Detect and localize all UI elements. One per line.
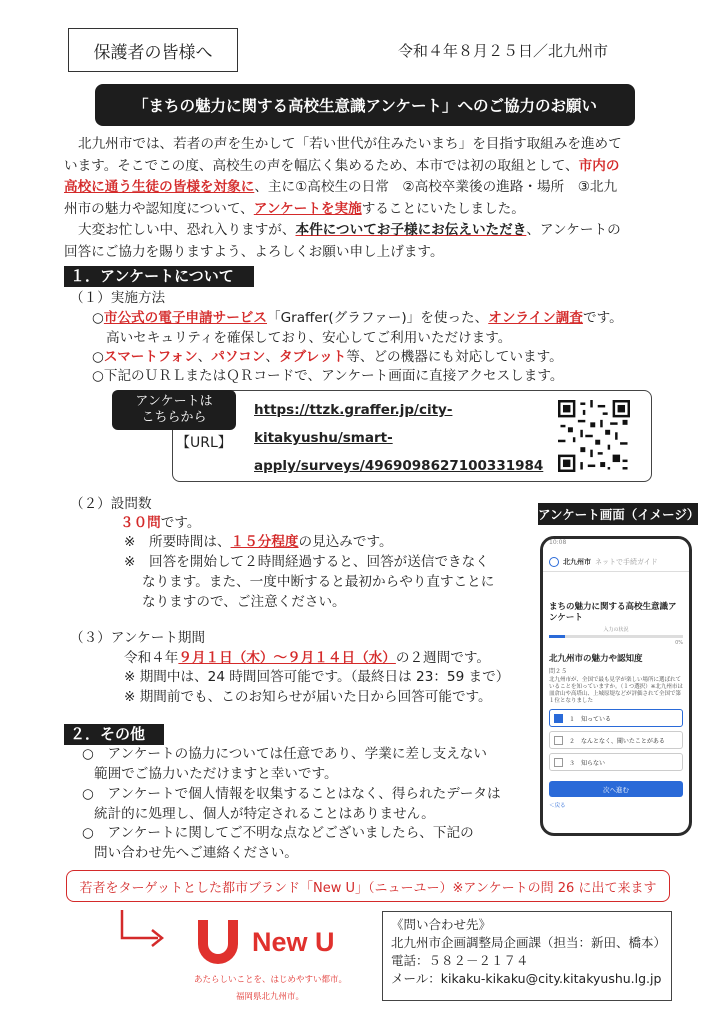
phone-progress-fill <box>549 635 565 638</box>
intro-text: することにいたしました。 <box>361 200 525 217</box>
question-count <box>120 513 200 534</box>
brand-banner-text: 若者をターゲットとした都市ブランド「New U」（ニューユー）※アンケートの問 26 に出て来ます <box>79 880 657 896</box>
sep: 、 <box>265 349 279 365</box>
other-item-1: 範囲でご協力いただけますと幸いです。 <box>94 766 338 782</box>
phone-app-sub: ネットで手続ガイド <box>595 558 658 566</box>
intro-text: います。そこでこの度、高校生の声を幅広く集めるため、本市では初の取組として、 <box>64 157 579 174</box>
option-label: ２ なんとなく、聞いたことがある <box>569 737 665 745</box>
bullet: ○ <box>92 310 104 326</box>
phone-progress-label: 入力の状況 <box>603 627 629 633</box>
method-text: 「Graffer(グラファー)」を使った、 <box>267 310 489 326</box>
intro-line: 回答にご協力を賜りますよう、よろしくお願い申し上げます。 <box>64 243 444 260</box>
phone-question-number: 問２５ <box>549 668 568 675</box>
checkbox-icon <box>554 736 563 745</box>
phone-app-name: 北九州市 <box>563 558 591 566</box>
intro-line: 北九州市では、若者の声を生かして「若い世代が住みたいまち」を目指す取組みを進めて <box>78 136 622 152</box>
method-highlight: 市公式の電子申請サービス <box>103 310 267 326</box>
note-text: の見込みです。 <box>298 534 393 550</box>
sep: 、 <box>197 349 212 365</box>
phone-option-1[interactable] <box>549 709 683 727</box>
intro-bold: 本件についてお子様にお伝えいただき <box>295 222 527 238</box>
method-heading: （１）実施方法 <box>70 290 166 306</box>
phone-app-header <box>543 553 689 572</box>
duration-value: １５分程度 <box>230 534 299 550</box>
url-tag <box>112 390 236 430</box>
survey-url-link[interactable]: apply/surveys/4969098627100331984 <box>254 458 544 474</box>
city-emblem-icon <box>549 557 559 567</box>
count-heading: （２）設問数 <box>70 496 152 512</box>
brand-tagline: あたらしいことを、はじめやすい都市。 <box>194 975 348 985</box>
other-item-3: ○ アンケートに関してご不明な点などございましたら、下記の <box>82 825 474 841</box>
arrow-right-icon <box>118 908 174 952</box>
contact-phone: 電話：５８２－２１７４ <box>391 953 529 968</box>
recipient-box <box>68 28 238 72</box>
phone-caption: アンケート画面（イメージ） <box>538 503 698 525</box>
intro-text: 、主に①高校生の日常 ②高校卒業後の進路・場所 ③北九 <box>254 179 618 195</box>
page-title <box>95 84 635 126</box>
device-pc: パソコン <box>211 349 266 365</box>
timeout-note: なりますので、ご注意ください。 <box>142 594 346 610</box>
url-label: 【URL】 <box>176 435 232 451</box>
qr-code-icon[interactable] <box>558 400 630 472</box>
other-item-2: ○ アンケートで個人情報を収集することはなく、得られたデータは <box>82 786 501 802</box>
method-item-1 <box>92 308 672 329</box>
period-note: ※ 期間中は、24 時間回答可能です。（最終日は 23：59 まで） <box>124 669 510 685</box>
period-text: の２週間です。 <box>395 650 490 666</box>
bullet: ○ <box>92 349 104 365</box>
survey-url-link[interactable]: https://ttzk.graffer.jp/city- <box>254 402 453 418</box>
contact-email[interactable]: メール：kikaku-kikaku@city.kitakyushu.lg.jp <box>391 971 662 986</box>
method-text: です。 <box>582 310 623 326</box>
brand-banner <box>66 870 670 902</box>
method-item-1-detail: 高いセキュリティを確保しており、安心してご利用いただけます。 <box>106 330 512 346</box>
period-text: 令和４年 <box>124 650 179 666</box>
contact-box <box>382 911 672 1001</box>
intro-line <box>64 156 664 178</box>
phone-status-bar: 10:08 <box>543 539 689 553</box>
method-highlight: オンライン調査 <box>488 310 583 326</box>
intro-text: 州市の魅力や認知度について、 <box>64 200 254 217</box>
timeout-note: ※ 回答を開始して２時間経過すると、回答が送信できなく <box>124 554 489 570</box>
option-label: ３ 知らない <box>569 759 606 767</box>
survey-url-link[interactable]: kitakyushu/smart- <box>254 430 393 446</box>
survey-period <box>124 648 490 669</box>
section1-heading: １．アンケートについて <box>64 266 254 287</box>
method-item-2 <box>92 347 563 368</box>
url-tag-line: こちらから <box>141 410 207 425</box>
brand-logo-text: New U <box>252 927 335 957</box>
phone-question-desc: 北九州市が、全国で最も見学が楽しい場所に選ばれていることを知っていますか。（１つ選択）※北九州市は皿倉山や高塔山、上城原堤などが評価されて全国で第１位となりました <box>549 677 683 704</box>
intro-highlight: 市内の <box>578 157 620 174</box>
brand-city: 福岡県北九州市。 <box>236 992 305 1002</box>
phone-survey-title: まちの魅力に関する高校生意識アンケート <box>549 602 677 623</box>
phone-back-link[interactable]: ＜戻る <box>549 803 566 809</box>
recipient: 保護者の皆様へ <box>93 42 213 63</box>
intro-line <box>64 199 664 221</box>
intro-text: 、アンケートの <box>526 222 621 238</box>
other-item-1: ○ アンケートの協力については任意であり、学業に差し支えない <box>82 746 487 762</box>
timeout-note: なります。また、一度中断すると最初からやり直すことに <box>142 574 495 590</box>
question-count-suffix: です。 <box>160 515 201 531</box>
phone-option-3[interactable] <box>549 753 683 771</box>
phone-mockup <box>540 536 692 836</box>
device-tablet: タブレット <box>278 349 347 365</box>
period-heading: （３）アンケート期間 <box>70 630 206 646</box>
option-label: １ 知っている <box>569 715 612 723</box>
question-count-value: ３０問 <box>120 515 161 531</box>
phone-question-title: 北九州市の魅力や認知度 <box>549 654 643 664</box>
phone-next-button[interactable]: 次へ進む <box>549 781 683 797</box>
section2-heading: ２．その他 <box>64 724 164 745</box>
checkbox-icon <box>554 758 563 767</box>
other-item-2: 統計的に処理し、個人が特定されることはありません。 <box>94 806 435 822</box>
phone-progress-pct: 0% <box>675 640 683 646</box>
method-item-3: ○下記のＵＲＬまたはＱＲコードで、アンケート画面に直接アクセスします。 <box>92 368 564 384</box>
checkbox-checked-icon <box>554 714 563 723</box>
phone-progress-bar <box>549 635 683 638</box>
url-tag-line: アンケートは <box>135 394 213 409</box>
intro-highlight: アンケートを実施 <box>253 200 362 217</box>
period-dates: ９月１日（木）～９月１４日（水） <box>178 650 396 666</box>
date-issuer: 令和４年８月２５日／北九州市 <box>398 42 609 60</box>
intro-paragraph <box>64 134 664 263</box>
method-text: 等、どの機器にも対応しています。 <box>346 349 563 365</box>
period-note: ※ 期間前でも、このお知らせが届いた日から回答可能です。 <box>124 689 492 705</box>
new-u-logo-icon <box>192 914 244 966</box>
intro-line <box>64 177 664 199</box>
page-title-text: 「まちの魅力に関する高校生意識アンケート」へのご協力のお願い <box>132 97 598 115</box>
other-item-3: 問い合わせ先へご連絡ください。 <box>94 845 298 861</box>
intro-highlight: 高校に通う生徒の皆様を対象に <box>64 179 255 195</box>
phone-option-2[interactable] <box>549 731 683 749</box>
intro-line <box>64 220 664 242</box>
contact-dept: 北九州市企画調整局企画課（担当：新田、橋本） <box>391 935 667 950</box>
note-text: ※ 所要時間は、 <box>124 534 231 550</box>
duration-note <box>124 532 393 553</box>
device-smartphone: スマートフォン <box>103 349 198 365</box>
contact-heading: 《問い合わせ先》 <box>391 917 492 932</box>
intro-text: 大変お忙しい中、恐れ入りますが、 <box>78 222 296 238</box>
